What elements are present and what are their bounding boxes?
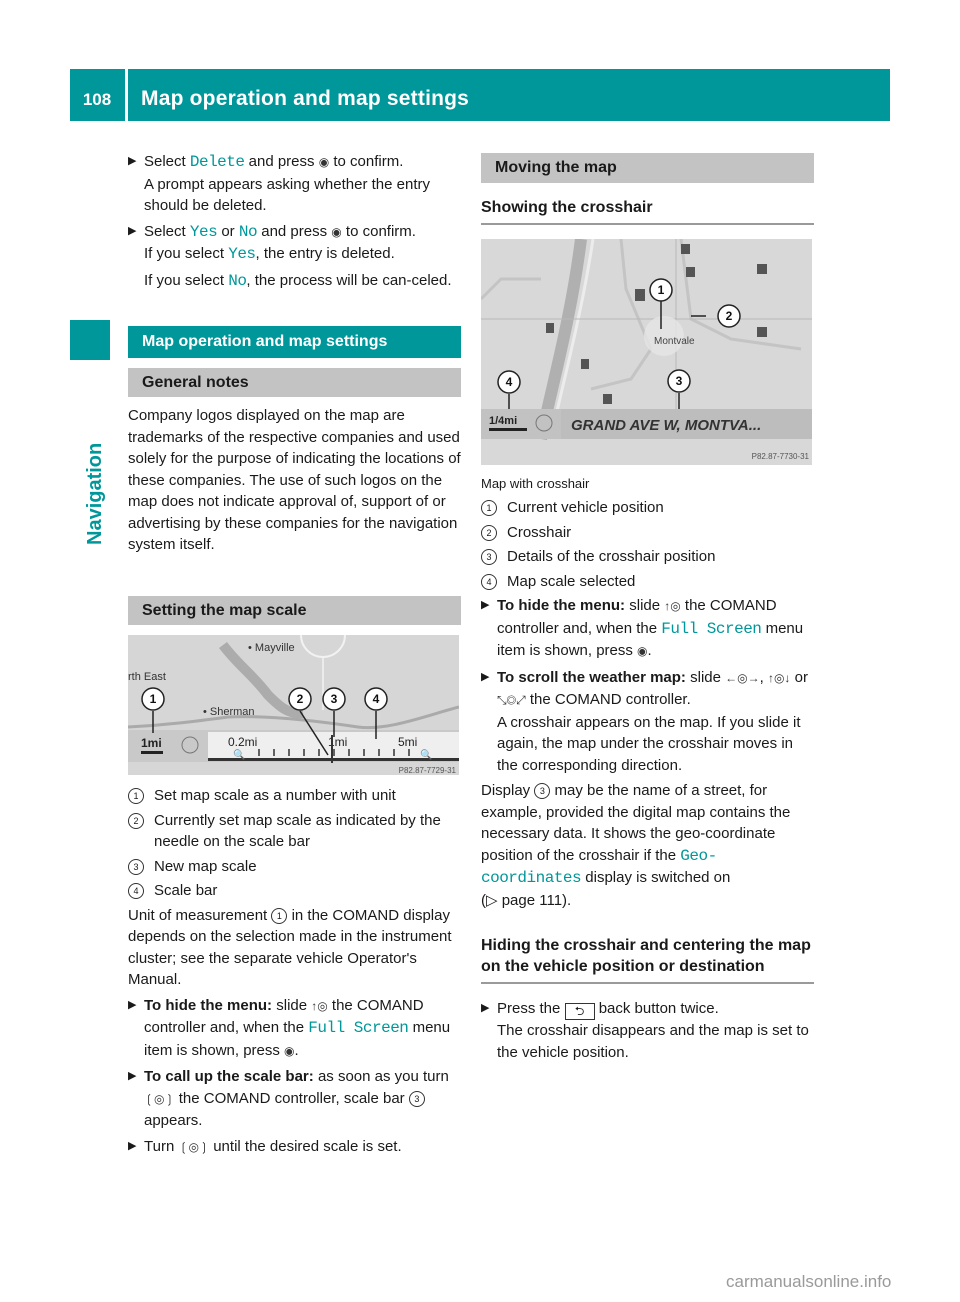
crosshair-map-illustration	[481, 239, 812, 465]
svg-text:🔍: 🔍	[233, 750, 246, 761]
svg-text:1: 1	[149, 692, 157, 706]
section-heading-moving-map: Moving the map	[481, 153, 814, 183]
map-scale-illustration	[128, 635, 459, 775]
svg-text:3: 3	[675, 373, 683, 388]
slide-up-controller-icon: ↑◎	[664, 599, 681, 613]
legend-item: 3 New map scale	[128, 856, 461, 878]
svg-text:P82.87-7729-31: P82.87-7729-31	[398, 766, 456, 775]
svg-text:1mi: 1mi	[328, 735, 348, 749]
legend-item: 1 Current vehicle position	[481, 497, 814, 519]
legend-item: 2 Currently set map scale as indicated by the needle on the scale bar	[128, 810, 461, 853]
svg-text:3: 3	[330, 692, 338, 706]
step-select-yes-no: ▶ Select Yes or No and press ◉ to confirm. If you select Yes, the entry is deleted. If you select No, the process will be can-celed.	[128, 222, 452, 290]
page-number: 108	[82, 90, 112, 109]
svg-text:4: 4	[372, 692, 380, 706]
step-hide-menu: ▶ To hide the menu: slide ↑◎ the COMAND controller and, when the Full Screen menu item is shown, press ◉.	[481, 597, 804, 659]
step-hide-menu: ▶ To hide the menu: slide ↑◎ the COMAND controller and, when the Full Screen menu item is shown, press ◉.	[128, 996, 451, 1059]
turn-controller-icon: ❲◎❳	[144, 1091, 175, 1106]
figure-caption: Map with crosshair	[481, 475, 590, 491]
svg-text:GRAND AVE W, MONTVA...: GRAND AVE W, MONTVA...	[571, 416, 762, 434]
press-controller-icon: ◉	[318, 155, 330, 169]
svg-text:🔍: 🔍	[420, 750, 433, 761]
svg-text:5mi: 5mi	[398, 735, 418, 749]
step-result: A prompt appears asking whether the entry should be deleted.	[144, 175, 430, 214]
press-controller-icon: ◉	[331, 224, 342, 239]
legend-item: 2 Crosshair	[481, 522, 814, 544]
svg-text:0.2mi: 0.2mi	[228, 735, 258, 749]
watermark: carmanualsonline.info	[726, 1272, 892, 1291]
step-result: A crosshair appears on the map. If you slide it again, the map under the crosshair moves in the corresponding direction.	[497, 713, 801, 774]
step-press-back: ▶ Press the ⮌ back button twice. The crosshair disappears and the map is set to the vehicle position.	[481, 1000, 809, 1061]
svg-text:2: 2	[725, 308, 733, 323]
page-title: Map operation and map settings	[141, 87, 470, 110]
step-turn: ▶ Turn ❲◎❳ until the desired scale is set.	[128, 1136, 461, 1159]
menu-item-geo-coordinates: Geo-coordinates	[481, 846, 717, 887]
step-arrow-icon: ▶	[128, 998, 137, 1011]
slide-left-right-controller-icon: ←◎→	[725, 670, 760, 685]
section-heading-general-notes: General notes	[128, 368, 461, 398]
general-notes-body: Company logos displayed on the map are trademarks of the respective companies and used solely for the purpose of indicating the locations of these companies. The use of such logos on the map does not indicate approval of, support of or advertising by these companies for the navigation system itself.	[128, 407, 461, 553]
svg-text:Montvale: Montvale	[654, 335, 695, 347]
legend-item: 3 Details of the crosshair position	[481, 546, 814, 568]
subheading-hiding-crosshair: Hiding the crosshair and centering the map on the vehicle position or destination	[481, 929, 814, 984]
step-scroll-map: ▶ To scroll the weather map: slide ←◎→, ↑◎↓ or ⤡◎⤢ the COMAND controller. A crosshair appears on the map. If you slide it again, the map under the crosshair moves in the corresponding direction.	[481, 668, 808, 774]
unit-note: Unit of measurement 1 in the COMAND display depends on the selection made in the instrument cluster; see the separate vehicle Operator's Manual.	[128, 906, 452, 988]
menu-item-full-screen: Full Screen	[661, 619, 762, 638]
press-controller-icon: ◉	[637, 644, 648, 658]
display-note: Display 3 may be the name of a street, for example, provided the digital map contains the necessary data. It shows the geo-coordinate position of the crosshair if the Geo-coordinates display is switched on (▷ page 111).	[481, 782, 791, 909]
slide-diagonal-controller-icon: ⤡◎⤢	[497, 693, 526, 707]
section-heading-map-scale: Setting the map scale	[128, 596, 461, 626]
step-result: The crosshair disappears and the map is set to the vehicle position.	[497, 1022, 809, 1061]
left-column	[128, 151, 461, 1162]
legend-item: 4 Map scale selected	[481, 571, 814, 593]
svg-text:4: 4	[505, 374, 513, 389]
turn-controller-icon: ❲◎❳	[178, 1139, 210, 1154]
subheading-showing-crosshair: Showing the crosshair	[481, 191, 814, 225]
step-arrow-icon: ▶	[481, 670, 490, 683]
slide-up-controller-icon: ↑◎	[311, 998, 328, 1013]
step-select-delete: ▶ Select Delete and press ◉ to confirm. A prompt appears asking whether the entry should be deleted.	[128, 153, 430, 214]
menu-item-full-screen: Full Screen	[308, 1019, 409, 1037]
crosshair-map-figure	[481, 239, 812, 465]
svg-text:1: 1	[657, 282, 665, 297]
menu-item-yes: Yes	[189, 222, 218, 241]
step-arrow-icon: ▶	[128, 224, 137, 237]
step-arrow-icon: ▶	[128, 1070, 137, 1082]
step-call-scale-bar: ▶ To call up the scale bar: as soon as you turn ❲◎❳ the COMAND controller, scale bar 3 appears.	[128, 1068, 449, 1129]
section-heading-map-operation: Map operation and map settings	[128, 326, 461, 358]
header-divider	[125, 69, 128, 121]
sidebar-label: Navigation	[84, 442, 106, 545]
map-scale-legend	[128, 785, 461, 902]
legend-item: 4 Scale bar	[128, 880, 461, 902]
svg-text:• Mayville: • Mayville	[248, 642, 295, 654]
map-scale-figure	[128, 635, 459, 775]
step-arrow-icon: ▶	[128, 155, 137, 167]
svg-text:2: 2	[296, 692, 304, 706]
step-arrow-icon: ▶	[481, 1002, 490, 1014]
sidebar-marker	[70, 320, 110, 360]
svg-text:rth East: rth East	[128, 671, 166, 683]
press-controller-icon: ◉	[284, 1043, 295, 1058]
svg-text:• Sherman: • Sherman	[203, 706, 255, 718]
step-arrow-icon: ▶	[481, 599, 490, 611]
back-button-icon: ⮌	[565, 1003, 595, 1020]
legend-item: 1 Set map scale as a number with unit	[128, 785, 461, 807]
slide-up-down-controller-icon: ↑◎↓	[767, 670, 791, 685]
page-reference-link[interactable]: (▷ page 111).	[481, 891, 572, 909]
crosshair-legend	[481, 497, 814, 592]
svg-text:P82.87-7730-31: P82.87-7730-31	[751, 451, 809, 461]
menu-item-delete: Delete	[189, 153, 245, 171]
menu-item-no: No	[238, 222, 258, 241]
svg-text:1/4mi: 1/4mi	[489, 414, 518, 427]
right-column	[481, 153, 814, 1067]
step-arrow-icon: ▶	[128, 1139, 137, 1152]
svg-text:1mi: 1mi	[141, 736, 162, 750]
